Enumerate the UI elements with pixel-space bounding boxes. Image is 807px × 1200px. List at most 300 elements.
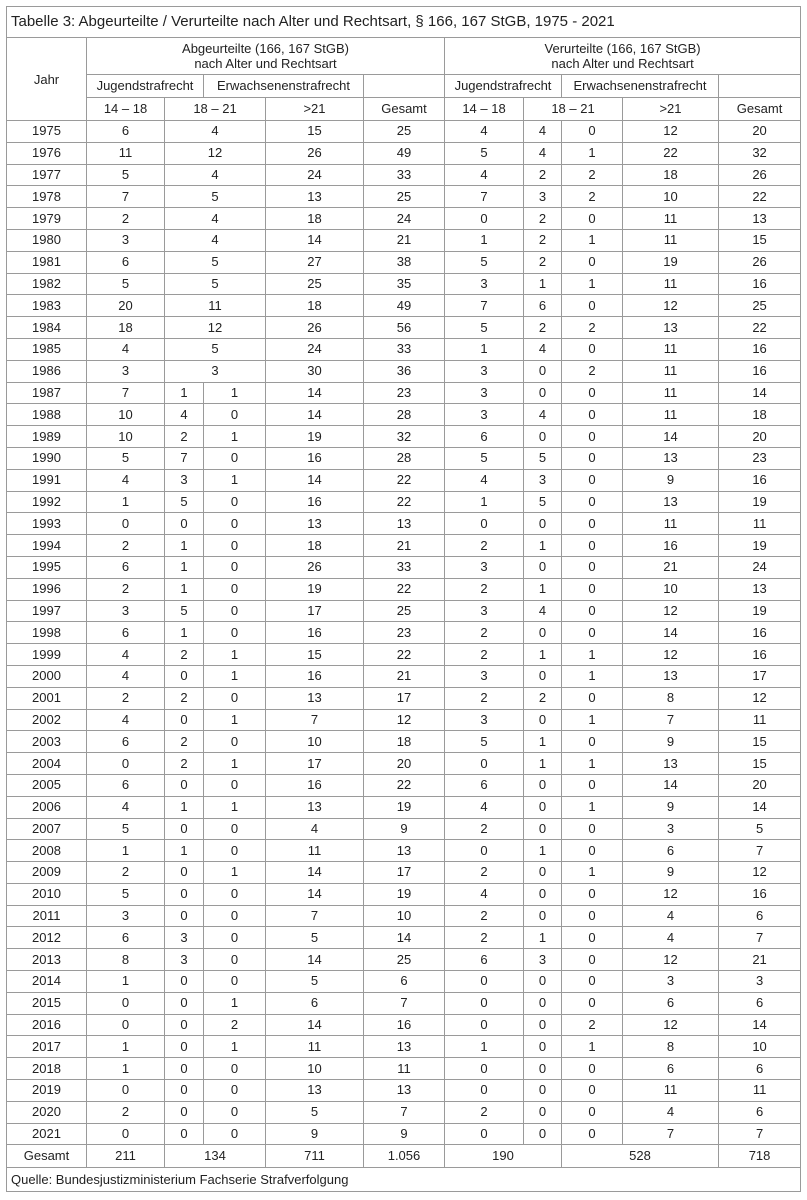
cell-v-18-21: 2	[524, 687, 562, 709]
cell-v-gesamt: 14	[719, 796, 801, 818]
cell-a-18-21-b: 0	[204, 840, 266, 862]
table-body	[7, 121, 801, 1145]
cell-v-18-21-b: 2	[562, 1014, 623, 1036]
cell-a-gesamt: 23	[364, 622, 445, 644]
cell-a-18-21: 5	[165, 251, 266, 273]
year-cell: 2011	[7, 905, 87, 927]
cell-a-14-18: 6	[87, 731, 165, 753]
cell-a-18-21-b: 1	[204, 665, 266, 687]
cell-a-14-18: 0	[87, 753, 165, 775]
cell-v-18-21-b: 1	[562, 229, 623, 251]
cell-a-18-21-b: 0	[204, 404, 266, 426]
cell-v-18-21-b: 0	[562, 491, 623, 513]
cell-a-18-21: 1	[165, 382, 204, 404]
cell-a-18-21-b: 0	[204, 1123, 266, 1145]
table-row	[7, 556, 801, 578]
cell-a-gesamt: 9	[364, 1123, 445, 1145]
cell-v-gesamt: 13	[719, 208, 801, 230]
cell-v-gesamt: 12	[719, 862, 801, 884]
cell-v-18-21-b: 0	[562, 121, 623, 143]
cell-a-gesamt: 13	[364, 1036, 445, 1058]
cell-a-18-21: 1	[165, 578, 204, 600]
cell-v-over-21: 12	[623, 644, 719, 666]
empty-header-v	[719, 75, 801, 98]
cell-v-18-21-b: 0	[562, 404, 623, 426]
cell-v-18-21: 3	[524, 186, 562, 208]
cell-v-gesamt: 16	[719, 273, 801, 295]
table-row	[7, 774, 801, 796]
cell-v-over-21: 4	[623, 1101, 719, 1123]
cell-v-over-21: 9	[623, 469, 719, 491]
cell-v-gesamt: 16	[719, 338, 801, 360]
cell-a-18-21-b: 0	[204, 949, 266, 971]
age-over-21-header-a: >21	[266, 98, 364, 121]
cell-v-14-18: 7	[445, 295, 524, 317]
cell-v-gesamt: 24	[719, 556, 801, 578]
cell-v-18-21: 0	[524, 556, 562, 578]
cell-a-over-21: 14	[266, 862, 364, 884]
table-row	[7, 251, 801, 273]
cell-v-18-21-b: 0	[562, 1080, 623, 1102]
cell-v-gesamt: 16	[719, 883, 801, 905]
cell-a-14-18: 4	[87, 796, 165, 818]
year-cell: 2015	[7, 992, 87, 1014]
cell-v-over-21: 12	[623, 295, 719, 317]
cell-v-over-21: 11	[623, 208, 719, 230]
year-cell: 1984	[7, 317, 87, 339]
total-a-14-18: 211	[87, 1145, 165, 1168]
statistics-table-container	[6, 6, 800, 1192]
cell-v-over-21: 12	[623, 949, 719, 971]
cell-v-gesamt: 11	[719, 1080, 801, 1102]
cell-a-over-21: 18	[266, 208, 364, 230]
cell-a-over-21: 13	[266, 796, 364, 818]
year-cell: 1980	[7, 229, 87, 251]
cell-v-18-21-b: 0	[562, 382, 623, 404]
abgeurteilte-subtitle: nach Alter und Rechtsart	[194, 56, 337, 71]
cell-a-over-21: 9	[266, 1123, 364, 1145]
cell-v-18-21-b: 0	[562, 447, 623, 469]
cell-v-18-21: 0	[524, 992, 562, 1014]
cell-a-14-18: 10	[87, 426, 165, 448]
cell-a-over-21: 16	[266, 491, 364, 513]
cell-v-14-18: 5	[445, 142, 524, 164]
cell-v-18-21: 5	[524, 491, 562, 513]
cell-a-gesamt: 33	[364, 164, 445, 186]
cell-v-18-21-b: 0	[562, 1058, 623, 1080]
cell-v-14-18: 4	[445, 164, 524, 186]
cell-v-14-18: 4	[445, 796, 524, 818]
year-cell: 1998	[7, 622, 87, 644]
cell-a-18-21-b: 0	[204, 535, 266, 557]
cell-a-gesamt: 9	[364, 818, 445, 840]
cell-v-gesamt: 17	[719, 665, 801, 687]
cell-v-18-21: 1	[524, 840, 562, 862]
table-row	[7, 665, 801, 687]
table-row	[7, 840, 801, 862]
table-row	[7, 753, 801, 775]
year-cell: 1993	[7, 513, 87, 535]
cell-a-over-21: 16	[266, 622, 364, 644]
cell-a-18-21-b: 1	[204, 753, 266, 775]
cell-v-18-21: 0	[524, 862, 562, 884]
cell-v-18-21-b: 0	[562, 578, 623, 600]
cell-v-gesamt: 3	[719, 971, 801, 993]
year-cell: 2012	[7, 927, 87, 949]
cell-v-over-21: 7	[623, 709, 719, 731]
cell-v-14-18: 2	[445, 578, 524, 600]
erwachsenenstrafrecht-header-a: Erwachsenenstrafrecht	[204, 75, 364, 98]
cell-v-14-18: 1	[445, 338, 524, 360]
cell-a-14-18: 18	[87, 317, 165, 339]
cell-v-gesamt: 32	[719, 142, 801, 164]
cell-v-14-18: 0	[445, 1058, 524, 1080]
cell-v-gesamt: 20	[719, 426, 801, 448]
verurteilte-group-header	[445, 38, 801, 75]
cell-v-18-21-b: 0	[562, 971, 623, 993]
cell-v-gesamt: 25	[719, 295, 801, 317]
table-row	[7, 295, 801, 317]
cell-v-18-21-b: 0	[562, 1101, 623, 1123]
table-row	[7, 535, 801, 557]
table-row	[7, 121, 801, 143]
year-cell: 2001	[7, 687, 87, 709]
cell-a-14-18: 5	[87, 273, 165, 295]
cell-v-18-21-b: 0	[562, 905, 623, 927]
table-row	[7, 338, 801, 360]
cell-v-18-21: 2	[524, 229, 562, 251]
cell-a-18-21: 3	[165, 469, 204, 491]
total-a-over-21: 711	[266, 1145, 364, 1168]
cell-a-gesamt: 18	[364, 731, 445, 753]
cell-a-over-21: 26	[266, 317, 364, 339]
cell-a-18-21: 0	[165, 513, 204, 535]
cell-a-gesamt: 25	[364, 121, 445, 143]
cell-v-gesamt: 18	[719, 404, 801, 426]
cell-a-18-21: 1	[165, 840, 204, 862]
cell-a-gesamt: 16	[364, 1014, 445, 1036]
cell-a-18-21: 3	[165, 949, 204, 971]
cell-v-14-18: 2	[445, 687, 524, 709]
cell-a-18-21-b: 1	[204, 644, 266, 666]
cell-a-18-21: 1	[165, 796, 204, 818]
cell-a-18-21: 4	[165, 404, 204, 426]
cell-a-over-21: 7	[266, 709, 364, 731]
cell-v-18-21-b: 0	[562, 295, 623, 317]
cell-a-14-18: 4	[87, 644, 165, 666]
cell-v-14-18: 0	[445, 840, 524, 862]
year-cell: 2004	[7, 753, 87, 775]
cell-v-gesamt: 14	[719, 382, 801, 404]
cell-a-14-18: 2	[87, 1101, 165, 1123]
cell-a-18-21: 7	[165, 447, 204, 469]
total-v-mid: 528	[562, 1145, 719, 1168]
cell-v-18-21-b: 0	[562, 949, 623, 971]
year-cell: 1990	[7, 447, 87, 469]
year-cell: 2005	[7, 774, 87, 796]
cell-a-over-21: 15	[266, 644, 364, 666]
cell-v-14-18: 1	[445, 1036, 524, 1058]
cell-a-18-21-b: 1	[204, 382, 266, 404]
cell-a-18-21-b: 0	[204, 927, 266, 949]
cell-v-18-21: 4	[524, 338, 562, 360]
cell-v-gesamt: 26	[719, 251, 801, 273]
cell-a-18-21: 0	[165, 1036, 204, 1058]
cell-a-14-18: 4	[87, 709, 165, 731]
cell-v-18-21-b: 0	[562, 992, 623, 1014]
cell-a-over-21: 25	[266, 273, 364, 295]
cell-a-14-18: 2	[87, 687, 165, 709]
cell-v-14-18: 3	[445, 360, 524, 382]
cell-v-14-18: 2	[445, 535, 524, 557]
cell-a-14-18: 2	[87, 862, 165, 884]
cell-v-over-21: 7	[623, 1123, 719, 1145]
cell-a-over-21: 16	[266, 774, 364, 796]
cell-a-14-18: 0	[87, 1080, 165, 1102]
cell-a-gesamt: 17	[364, 687, 445, 709]
cell-a-18-21-b: 1	[204, 992, 266, 1014]
cell-v-18-21-b: 0	[562, 513, 623, 535]
cell-a-gesamt: 7	[364, 1101, 445, 1123]
cell-a-18-21: 2	[165, 426, 204, 448]
cell-v-gesamt: 16	[719, 469, 801, 491]
year-cell: 2021	[7, 1123, 87, 1145]
cell-v-over-21: 10	[623, 186, 719, 208]
table-row	[7, 622, 801, 644]
cell-a-14-18: 0	[87, 992, 165, 1014]
jugendstrafrecht-header-v: Jugendstrafrecht	[445, 75, 562, 98]
cell-v-over-21: 12	[623, 1014, 719, 1036]
table-row	[7, 971, 801, 993]
cell-a-gesamt: 12	[364, 709, 445, 731]
cell-v-18-21: 2	[524, 164, 562, 186]
cell-a-over-21: 17	[266, 753, 364, 775]
cell-a-18-21: 1	[165, 556, 204, 578]
year-cell: 1989	[7, 426, 87, 448]
cell-a-gesamt: 22	[364, 774, 445, 796]
year-cell: 1994	[7, 535, 87, 557]
cell-v-18-21-b: 0	[562, 622, 623, 644]
cell-v-18-21: 1	[524, 927, 562, 949]
cell-v-14-18: 4	[445, 469, 524, 491]
cell-v-18-21-b: 1	[562, 1036, 623, 1058]
cell-v-over-21: 19	[623, 251, 719, 273]
total-v-gesamt: 718	[719, 1145, 801, 1168]
year-header: Jahr	[7, 38, 87, 121]
cell-a-gesamt: 32	[364, 426, 445, 448]
cell-a-14-18: 7	[87, 382, 165, 404]
cell-v-18-21-b: 0	[562, 426, 623, 448]
cell-v-14-18: 5	[445, 447, 524, 469]
cell-a-18-21: 1	[165, 622, 204, 644]
age-18-21-header-v: 18 – 21	[524, 98, 623, 121]
cell-v-14-18: 2	[445, 622, 524, 644]
cell-v-18-21-b: 0	[562, 338, 623, 360]
cell-v-14-18: 3	[445, 600, 524, 622]
cell-a-gesamt: 13	[364, 1080, 445, 1102]
cell-v-over-21: 11	[623, 360, 719, 382]
cell-v-18-21: 0	[524, 513, 562, 535]
cell-v-gesamt: 15	[719, 731, 801, 753]
cell-a-14-18: 2	[87, 535, 165, 557]
year-cell: 1979	[7, 208, 87, 230]
cell-v-18-21-b: 2	[562, 186, 623, 208]
cell-a-18-21: 0	[165, 709, 204, 731]
cell-a-18-21-b: 0	[204, 1101, 266, 1123]
cell-v-18-21: 4	[524, 121, 562, 143]
cell-a-gesamt: 10	[364, 905, 445, 927]
cell-v-14-18: 5	[445, 317, 524, 339]
cell-v-over-21: 11	[623, 404, 719, 426]
cell-v-18-21: 4	[524, 404, 562, 426]
table-row	[7, 644, 801, 666]
cell-v-gesamt: 22	[719, 317, 801, 339]
cell-a-14-18: 6	[87, 121, 165, 143]
cell-v-14-18: 5	[445, 731, 524, 753]
cell-a-over-21: 7	[266, 905, 364, 927]
cell-a-18-21: 0	[165, 665, 204, 687]
cell-a-14-18: 5	[87, 447, 165, 469]
cell-v-18-21: 0	[524, 1058, 562, 1080]
table-row	[7, 317, 801, 339]
cell-v-over-21: 11	[623, 513, 719, 535]
table-row	[7, 600, 801, 622]
cell-a-18-21: 5	[165, 186, 266, 208]
cell-v-gesamt: 12	[719, 687, 801, 709]
statistics-table	[6, 6, 801, 1192]
cell-a-18-21: 11	[165, 295, 266, 317]
cell-a-18-21-b: 0	[204, 578, 266, 600]
cell-a-18-21: 4	[165, 208, 266, 230]
cell-a-over-21: 24	[266, 338, 364, 360]
cell-a-gesamt: 6	[364, 971, 445, 993]
cell-a-18-21: 3	[165, 360, 266, 382]
cell-v-18-21: 0	[524, 1080, 562, 1102]
cell-v-14-18: 3	[445, 665, 524, 687]
cell-v-18-21: 0	[524, 1123, 562, 1145]
cell-a-18-21: 4	[165, 121, 266, 143]
table-row	[7, 883, 801, 905]
cell-v-over-21: 13	[623, 317, 719, 339]
cell-v-gesamt: 11	[719, 513, 801, 535]
cell-a-gesamt: 49	[364, 142, 445, 164]
cell-v-over-21: 11	[623, 1080, 719, 1102]
cell-a-over-21: 19	[266, 578, 364, 600]
year-cell: 2016	[7, 1014, 87, 1036]
cell-v-over-21: 12	[623, 121, 719, 143]
cell-v-14-18: 2	[445, 905, 524, 927]
cell-a-18-21: 12	[165, 142, 266, 164]
cell-a-over-21: 6	[266, 992, 364, 1014]
cell-v-18-21: 1	[524, 535, 562, 557]
cell-v-18-21: 1	[524, 644, 562, 666]
cell-v-over-21: 9	[623, 862, 719, 884]
cell-a-over-21: 14	[266, 404, 364, 426]
cell-v-14-18: 3	[445, 556, 524, 578]
cell-a-18-21-b: 2	[204, 1014, 266, 1036]
cell-v-14-18: 0	[445, 971, 524, 993]
cell-v-14-18: 0	[445, 1014, 524, 1036]
cell-a-over-21: 24	[266, 164, 364, 186]
cell-a-14-18: 1	[87, 971, 165, 993]
table-row	[7, 709, 801, 731]
cell-a-18-21: 0	[165, 905, 204, 927]
cell-a-over-21: 14	[266, 382, 364, 404]
cell-a-14-18: 1	[87, 1036, 165, 1058]
cell-a-18-21: 2	[165, 644, 204, 666]
cell-v-over-21: 11	[623, 229, 719, 251]
cell-v-18-21: 0	[524, 360, 562, 382]
cell-a-gesamt: 56	[364, 317, 445, 339]
cell-a-gesamt: 21	[364, 665, 445, 687]
year-cell: 2006	[7, 796, 87, 818]
table-row	[7, 447, 801, 469]
total-a-18-21: 134	[165, 1145, 266, 1168]
cell-a-18-21: 5	[165, 600, 204, 622]
table-row	[7, 578, 801, 600]
cell-v-18-21: 3	[524, 469, 562, 491]
table-row	[7, 273, 801, 295]
table-row	[7, 992, 801, 1014]
year-cell: 2000	[7, 665, 87, 687]
abgeurteilte-title: Abgeurteilte (166, 167 StGB)	[182, 41, 349, 56]
cell-v-18-21: 2	[524, 251, 562, 273]
cell-v-gesamt: 15	[719, 229, 801, 251]
cell-a-18-21-b: 0	[204, 883, 266, 905]
cell-v-over-21: 6	[623, 840, 719, 862]
cell-a-over-21: 5	[266, 1101, 364, 1123]
cell-v-over-21: 21	[623, 556, 719, 578]
table-row	[7, 186, 801, 208]
cell-a-18-21: 0	[165, 1123, 204, 1145]
table-row	[7, 513, 801, 535]
cell-a-gesamt: 13	[364, 513, 445, 535]
cell-v-18-21-b: 1	[562, 644, 623, 666]
table-row	[7, 796, 801, 818]
age-14-18-header-v: 14 – 18	[445, 98, 524, 121]
year-cell: 1992	[7, 491, 87, 513]
cell-a-over-21: 14	[266, 1014, 364, 1036]
verurteilte-subtitle: nach Alter und Rechtsart	[551, 56, 694, 71]
cell-a-over-21: 13	[266, 1080, 364, 1102]
cell-a-gesamt: 33	[364, 556, 445, 578]
cell-v-over-21: 8	[623, 1036, 719, 1058]
table-row	[7, 382, 801, 404]
year-cell: 1988	[7, 404, 87, 426]
cell-v-18-21: 2	[524, 317, 562, 339]
cell-a-over-21: 27	[266, 251, 364, 273]
cell-a-gesamt: 25	[364, 600, 445, 622]
gesamt-header-a: Gesamt	[364, 98, 445, 121]
table-row	[7, 1080, 801, 1102]
cell-a-14-18: 8	[87, 949, 165, 971]
cell-a-over-21: 10	[266, 731, 364, 753]
cell-a-over-21: 11	[266, 840, 364, 862]
year-cell: 1985	[7, 338, 87, 360]
cell-a-gesamt: 25	[364, 949, 445, 971]
cell-v-over-21: 11	[623, 273, 719, 295]
cell-a-14-18: 4	[87, 338, 165, 360]
cell-a-14-18: 1	[87, 1058, 165, 1080]
cell-v-14-18: 2	[445, 644, 524, 666]
cell-a-18-21: 12	[165, 317, 266, 339]
cell-v-18-21: 0	[524, 709, 562, 731]
cell-a-14-18: 6	[87, 251, 165, 273]
cell-v-gesamt: 6	[719, 1058, 801, 1080]
cell-a-18-21: 4	[165, 164, 266, 186]
cell-v-18-21-b: 1	[562, 273, 623, 295]
cell-a-18-21-b: 1	[204, 709, 266, 731]
